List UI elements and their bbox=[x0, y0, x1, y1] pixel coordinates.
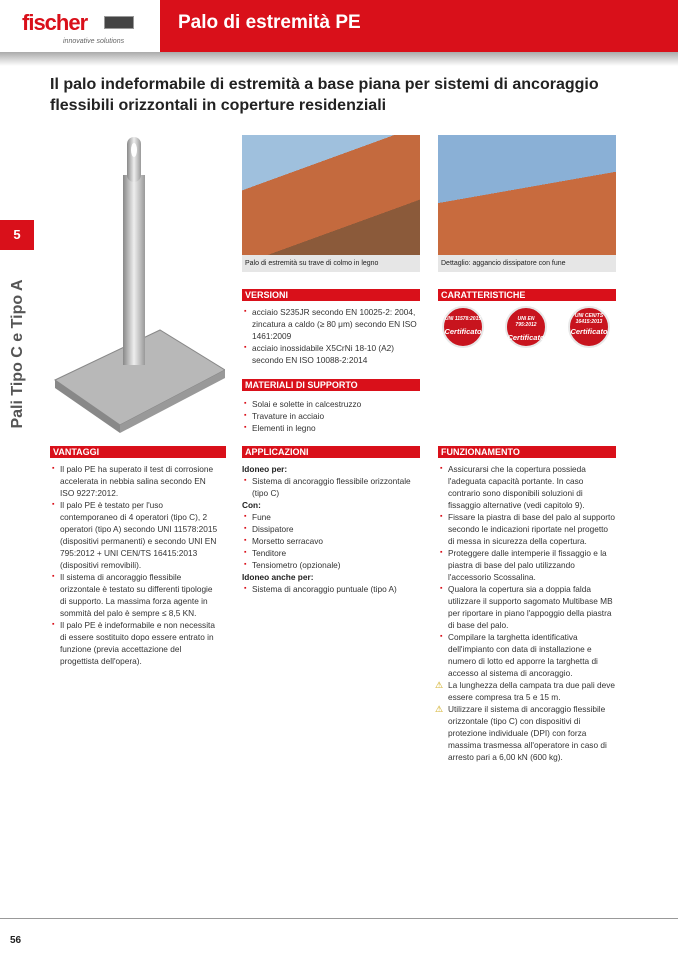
subheading: Con: bbox=[242, 500, 261, 510]
section-header-caratteristiche: CARATTERISTICHE bbox=[438, 289, 616, 301]
section-header-funzionamento: FUNZIONAMENTO bbox=[438, 446, 616, 458]
list-item: ▪ Compilare la targhetta identificativa dell'impianto con data di installazione e numero di lotto ed apporre la targhetta di accesso al sistema di ancoraggio. bbox=[438, 631, 616, 679]
page-title: Palo di estremità PE bbox=[178, 12, 361, 33]
list-item: ▪ Il sistema di ancoraggio flessibile orizzontale è testato su differenti tipologie di supporto. La massima forza agente in sommità del palo è sempre ≤ 8,5 KN. bbox=[50, 571, 220, 619]
list-item: ▪ Fissare la piastra di base del palo al supporto secondo le indicazioni riportate nel progetto di messa in sicurezza della copertura. bbox=[438, 511, 616, 547]
list-item: ▪ Assicurarsi che la copertura possieda l'adeguata capacità portante. In caso contrario sono disponibili soluzioni di fissaggio alternative (vedi capitolo 9). bbox=[438, 463, 616, 511]
section-header-materiali: MATERIALI DI SUPPORTO bbox=[242, 379, 420, 391]
footer-divider bbox=[0, 918, 678, 919]
badge-norm: UNI 11578:2015 bbox=[444, 316, 482, 322]
list-item: ▪ Travature in acciaio bbox=[242, 410, 420, 422]
chapter-label: Pali Tipo C e Tipo A bbox=[9, 279, 26, 429]
versioni-list bbox=[242, 306, 420, 366]
brand-logo: fischer bbox=[22, 10, 88, 35]
product-image bbox=[50, 135, 225, 440]
badge-label: Certificato bbox=[444, 327, 482, 336]
photo-caption: Palo di estremità su trave di colmo in legno bbox=[242, 255, 420, 272]
applicazioni-list bbox=[242, 463, 420, 595]
list-item: ▪ Il palo PE è indeformabile e non necessita di essere sostituito dopo essere entrato in funzione (previa accettazione del progettista dell'opera). bbox=[50, 619, 220, 667]
list-item: ▪ Proteggere dalle intemperie il fissaggio e la piastra di base del palo utilizzando l'accessorio Scossalina. bbox=[438, 547, 616, 583]
list-item: ▪ Morsetto serracavo bbox=[242, 535, 420, 547]
badge-label: Certificato bbox=[570, 327, 608, 336]
photo-dissipator-detail bbox=[438, 135, 616, 255]
list-item: ▪ Sistema di ancoraggio flessibile orizzontale (tipo C) bbox=[242, 475, 420, 499]
certificate-badge bbox=[568, 306, 610, 348]
list-item: ▪ Elementi in legno bbox=[242, 422, 420, 434]
list-item: ▪ Sistema di ancoraggio puntuale (tipo A) bbox=[242, 583, 420, 595]
list-item: ▪ Qualora la copertura sia a doppia falda utilizzare il supporto sagomato Multibase MB per riportare in piano l'appoggio della piastra di base del palo. bbox=[438, 583, 616, 631]
vantaggi-list bbox=[50, 463, 220, 667]
subheading: Idoneo per: bbox=[242, 464, 288, 474]
badge-label: Certificato bbox=[507, 333, 545, 342]
warning-item: ⚠ Utilizzare il sistema di ancoraggio flessibile orizzontale (tipo C) con dispositivi di protezione individuale (DPI) con forza massima trasmessa all'operatore in caso di arresto pari a 6,00 kN (600 kg). bbox=[438, 703, 616, 763]
list-item: ▪ Solai e solette in calcestruzzo bbox=[242, 398, 420, 410]
subheading: Idoneo anche per: bbox=[242, 572, 314, 582]
badge-norm: UNI CEN/TS 16415:2013 bbox=[574, 313, 604, 325]
chapter-number: 5 bbox=[0, 220, 34, 250]
fish-logo-icon bbox=[104, 16, 134, 29]
list-item: ▪ acciaio S235JR secondo EN 10025-2: 2004, zincatura a caldo (≥ 80 μm) secondo EN ISO 1461:2009 bbox=[242, 306, 420, 342]
list-item: ▪ Tenditore bbox=[242, 547, 420, 559]
header-shadow bbox=[0, 52, 678, 66]
list-item: ▪ Tensiometro (opzionale) bbox=[242, 559, 420, 571]
list-item: ▪ Fune bbox=[242, 511, 420, 523]
badge-norm: UNI EN 795:2012 bbox=[515, 316, 537, 328]
list-item: ▪ Dissipatore bbox=[242, 523, 420, 535]
section-header-versioni: VERSIONI bbox=[242, 289, 420, 301]
list-item: ▪ Il palo PE ha superato il test di corrosione accelerata in nebbia salina secondo EN ISO 9227:2012. bbox=[50, 463, 220, 499]
page-number: 56 bbox=[10, 935, 22, 946]
warning-item: ⚠ La lunghezza della campata tra due pali deve essere compresa tra 5 e 15 m. bbox=[438, 679, 616, 703]
section-header-vantaggi: VANTAGGI bbox=[50, 446, 226, 458]
list-item: ▪ acciaio inossidabile X5CrNi 18-10 (A2) secondo EN ISO 10088-2:2014 bbox=[242, 342, 420, 366]
funzionamento-list bbox=[438, 463, 616, 763]
certificate-badge bbox=[505, 306, 547, 348]
certificate-badge bbox=[442, 306, 484, 348]
brand-tagline: innovative solutions bbox=[63, 38, 125, 45]
photo-ridge-beam bbox=[242, 135, 420, 255]
photo-caption: Dettaglio: aggancio dissipatore con fune bbox=[438, 255, 616, 272]
list-item: ▪ Il palo PE è testato per l'uso contemporaneo di 4 operatori (tipo C), 2 operatori (tipo A) secondo UNI 11578:2015 (dispositivi permanenti) e secondo UNI EN 795:2012 + UNI CEN/TS 16415:2013 (dispositivi removibili). bbox=[50, 499, 220, 571]
headline: Il palo indeformabile di estremità a base piana per sistemi di ancoraggio flessibili orizzontali in coperture residenziali bbox=[50, 76, 599, 114]
materiali-list bbox=[242, 398, 420, 434]
section-header-applicazioni: APPLICAZIONI bbox=[242, 446, 420, 458]
